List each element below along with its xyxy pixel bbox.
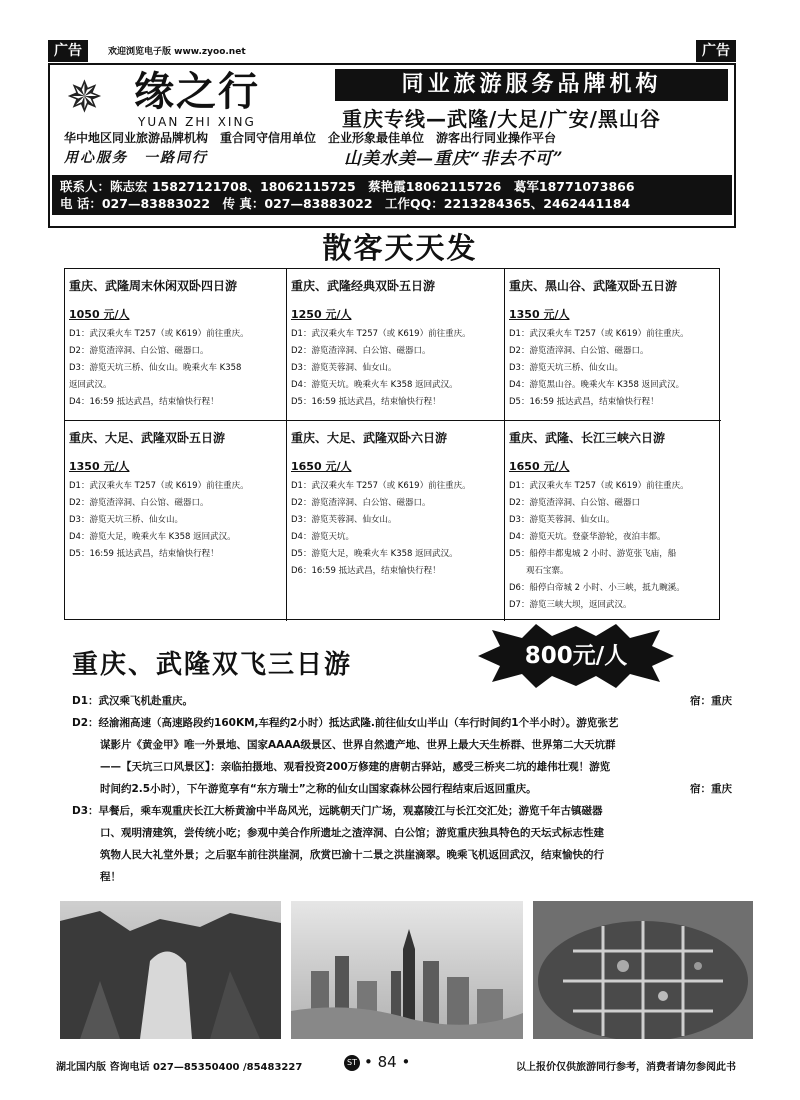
tour-title: 重庆、大足、武隆双卧六日游 bbox=[291, 431, 448, 445]
tour-title: 重庆、武隆经典双卧五日游 bbox=[291, 279, 436, 293]
flight-tour-title: 重庆、武隆双飞三日游 bbox=[72, 650, 353, 680]
star-logo-icon: ✵ bbox=[66, 72, 103, 123]
itinerary-line: D5：16:59 抵达武昌，结束愉快行程！ bbox=[69, 549, 219, 559]
tour-card bbox=[65, 421, 287, 621]
itinerary-day-3-line-3: 筑物人民大礼堂外景；之后驱车前往洪崖洞，欣赏巴渝十二景之洪崖滴翠。晚乘飞机返回武汉，结束愉快的行 bbox=[100, 849, 604, 861]
itinerary-line: D4：16:59 抵达武昌，结束愉快行程！ bbox=[69, 397, 219, 407]
itinerary-line: 观石宝寨。 bbox=[509, 566, 569, 576]
footer-disclaimer: 以上报价仅供旅游同行参考，消费者请勿参阅此书 bbox=[516, 1062, 736, 1073]
page-number-text: • 84 • bbox=[364, 1053, 411, 1071]
photo-strip bbox=[60, 901, 753, 1039]
itinerary-line: D2：游览渣滓洞、白公馆、磁器口。 bbox=[69, 498, 209, 508]
section-title-daily-tours: 散客天天发 bbox=[322, 231, 478, 265]
flight-tour-price: 800元/人 bbox=[524, 643, 628, 669]
tour-card bbox=[287, 421, 505, 621]
itinerary-day-2-line-4 bbox=[72, 778, 732, 800]
publication-logo-icon: ST bbox=[344, 1055, 360, 1071]
itinerary-day-3-line-1: D3：早餐后，乘车观重庆长江大桥黄渝中半岛风光，远眺朝天门广场，观嘉陵江与长江交汇处；游览千年古镇磁器 bbox=[72, 805, 603, 817]
credentials-line: 华中地区同业旅游品牌机构 重合同守信用单位 企业形象最佳单位 游客出行同业操作平台 bbox=[64, 131, 557, 145]
company-logo bbox=[62, 69, 332, 127]
itinerary-line: D1：武汉乘火车 T257（或 K619）前往重庆。 bbox=[509, 481, 689, 491]
photo-hotpot bbox=[533, 901, 753, 1039]
tour-card bbox=[65, 269, 287, 421]
itinerary-line: D6：16:59 抵达武昌，结束愉快行程！ bbox=[291, 566, 441, 576]
itinerary-line: 返回武汉。 bbox=[69, 380, 112, 390]
tour-grid bbox=[64, 268, 720, 620]
itinerary-day-3-line-4: 程！ bbox=[100, 871, 121, 883]
itinerary-line: D3：游览芙蓉洞、仙女山。 bbox=[291, 515, 397, 525]
itinerary-line: D4：游览大足，晚乘火车 K358 返回武汉。 bbox=[69, 532, 236, 542]
itinerary-line: D4：游览天坑。登豪华游轮，夜泊丰都。 bbox=[509, 532, 666, 542]
slogan-right: 山美水美—重庆“非去不可” bbox=[344, 149, 564, 169]
tour-price: 1650 元/人 bbox=[291, 460, 352, 473]
itinerary-day-2-line-1: D2：经渝湘高速（高速路段约160KM,车程约2小时）抵达武隆.前往仙女山半山（车行时间约1个半小时）。游览张艺 bbox=[72, 717, 619, 729]
footer-edition-phone: 湖北国内版 咨询电话 027—85350400 /85483227 bbox=[56, 1062, 303, 1073]
site-url-text[interactable]: 欢迎浏览电子版 www.zyoo.net bbox=[108, 47, 246, 57]
itinerary-line: D6：船停白帝城 2 小时、小三峡，抵九畹溪。 bbox=[509, 583, 685, 593]
tour-price: 1650 元/人 bbox=[509, 460, 570, 473]
top-bar bbox=[48, 40, 736, 62]
contact-box bbox=[52, 175, 732, 215]
itinerary-line: D7：游览三峡大坝，返回武汉。 bbox=[509, 600, 632, 610]
itinerary-line: D2：游览渣滓洞、白公馆、磁器口。 bbox=[69, 346, 209, 356]
itinerary-line: D5：16:59 抵达武昌，结束愉快行程！ bbox=[509, 397, 659, 407]
day-1-stay: 宿：重庆 bbox=[690, 695, 732, 707]
itinerary-day-2-line-2: 谋影片《黄金甲》唯一外景地、国家AAAA级景区、世界自然遗产地、世界上最大天生桥群、世界第二大天坑群 bbox=[100, 739, 616, 751]
flight-itinerary bbox=[72, 690, 732, 888]
itinerary-line: D3：游览芙蓉洞、仙女山。 bbox=[509, 515, 615, 525]
itinerary-day-1 bbox=[72, 690, 732, 712]
day-2-stay: 宿：重庆 bbox=[690, 783, 732, 795]
itinerary-line: D1：武汉乘火车 T257（或 K619）前往重庆。 bbox=[69, 481, 249, 491]
itinerary-line: D5：游览大足，晚乘火车 K358 返回武汉。 bbox=[291, 549, 458, 559]
itinerary-line: D5：船停丰都鬼城 2 小时、游览张飞庙，船 bbox=[509, 549, 677, 559]
photo-natural-bridge bbox=[60, 901, 281, 1039]
tour-card bbox=[505, 421, 721, 621]
logo-chinese-name: 缘之行 bbox=[134, 69, 260, 115]
page-number bbox=[344, 1053, 410, 1071]
itinerary-line: D1：武汉乘火车 T257（或 K619）前往重庆。 bbox=[69, 329, 249, 339]
ad-tag-right: 广告 bbox=[696, 40, 736, 62]
tour-title: 重庆、黑山谷、武隆双卧五日游 bbox=[509, 279, 678, 293]
itinerary-line: D2：游览渣滓洞、白公馆、磁器口。 bbox=[291, 498, 431, 508]
slogan-left: 用心服务 一路同行 bbox=[64, 150, 208, 166]
itinerary-line: D1：武汉乘火车 T257（或 K619）前往重庆。 bbox=[291, 329, 471, 339]
ad-tag-left: 广告 bbox=[48, 40, 88, 62]
tour-price: 1050 元/人 bbox=[69, 308, 130, 321]
itinerary-line: D2：游览渣滓洞、白公馆、磁器口 bbox=[509, 498, 640, 508]
brand-banner: 同业旅游服务品牌机构 bbox=[335, 69, 728, 101]
tour-title: 重庆、武隆、长江三峡六日游 bbox=[509, 431, 666, 445]
tour-price: 1350 元/人 bbox=[69, 460, 130, 473]
itinerary-line: D2：游览渣滓洞、白公馆、磁器口。 bbox=[509, 346, 649, 356]
tour-title: 重庆、武隆周末休闲双卧四日游 bbox=[69, 279, 238, 293]
itinerary-line: D3：游览芙蓉洞、仙女山。 bbox=[291, 363, 397, 373]
itinerary-line: D3：游览天坑三桥、仙女山。 bbox=[69, 515, 183, 525]
itinerary-line: D2：游览渣滓洞、白公馆、磁器口。 bbox=[291, 346, 431, 356]
itinerary-day-2-line-3: ——【天坑三口风景区】：亲临拍摄地、观看投资200万修建的唐朝古驿站，感受三桥夹二坑的雄伟壮观！游览 bbox=[100, 761, 611, 773]
itinerary-line: D5：16:59 抵达武昌，结束愉快行程！ bbox=[291, 397, 441, 407]
itinerary-line: D3：游览天坑三桥、仙女山。 bbox=[509, 363, 623, 373]
contact-line-2: 电 话：027—83883022 传 真：027—83883022 工作QQ：2213284365、2462441184 bbox=[60, 196, 631, 211]
day-1-text: D1：武汉乘飞机赴重庆。 bbox=[72, 695, 194, 707]
tour-card bbox=[287, 269, 505, 421]
itinerary-day-3-line-2: 口、观明清建筑，尝传统小吃；参观中美合作所遗址之渣滓洞、白公馆；游览重庆独具特色的天坛式标志性建 bbox=[100, 827, 604, 839]
tour-price: 1250 元/人 bbox=[291, 308, 352, 321]
logo-english-name: YUAN ZHI XING bbox=[138, 115, 256, 129]
route-subtitle: 重庆专线—武隆/大足/广安/黑山谷 bbox=[342, 107, 661, 131]
itinerary-line: D4：游览天坑。 bbox=[291, 532, 354, 542]
company-header bbox=[48, 63, 736, 228]
itinerary-line: D4：游览天坑。晚乘火车 K358 返回武汉。 bbox=[291, 380, 458, 390]
day-2-text-end: 时间约2.5小时），下午游览享有“东方瑞士”之称的仙女山国家森林公园行程结束后返回重庆。 bbox=[100, 783, 537, 795]
tour-title: 重庆、大足、武隆双卧五日游 bbox=[69, 431, 226, 445]
itinerary-line: D1：武汉乘火车 T257（或 K619）前往重庆。 bbox=[291, 481, 471, 491]
photo-city-skyline bbox=[291, 901, 523, 1039]
itinerary-line: D3：游览天坑三桥、仙女山。晚乘火车 K358 bbox=[69, 363, 242, 373]
itinerary-line: D1：武汉乘火车 T257（或 K619）前往重庆。 bbox=[509, 329, 689, 339]
itinerary-line: D4：游览黑山谷。晚乘火车 K358 返回武汉。 bbox=[509, 380, 685, 390]
contact-line-1: 联系人：陈志宏 15827121708、18062115725 蔡艳霞18062115726 葛军18771073866 bbox=[60, 179, 635, 194]
tour-price: 1350 元/人 bbox=[509, 308, 570, 321]
tour-card bbox=[505, 269, 721, 421]
